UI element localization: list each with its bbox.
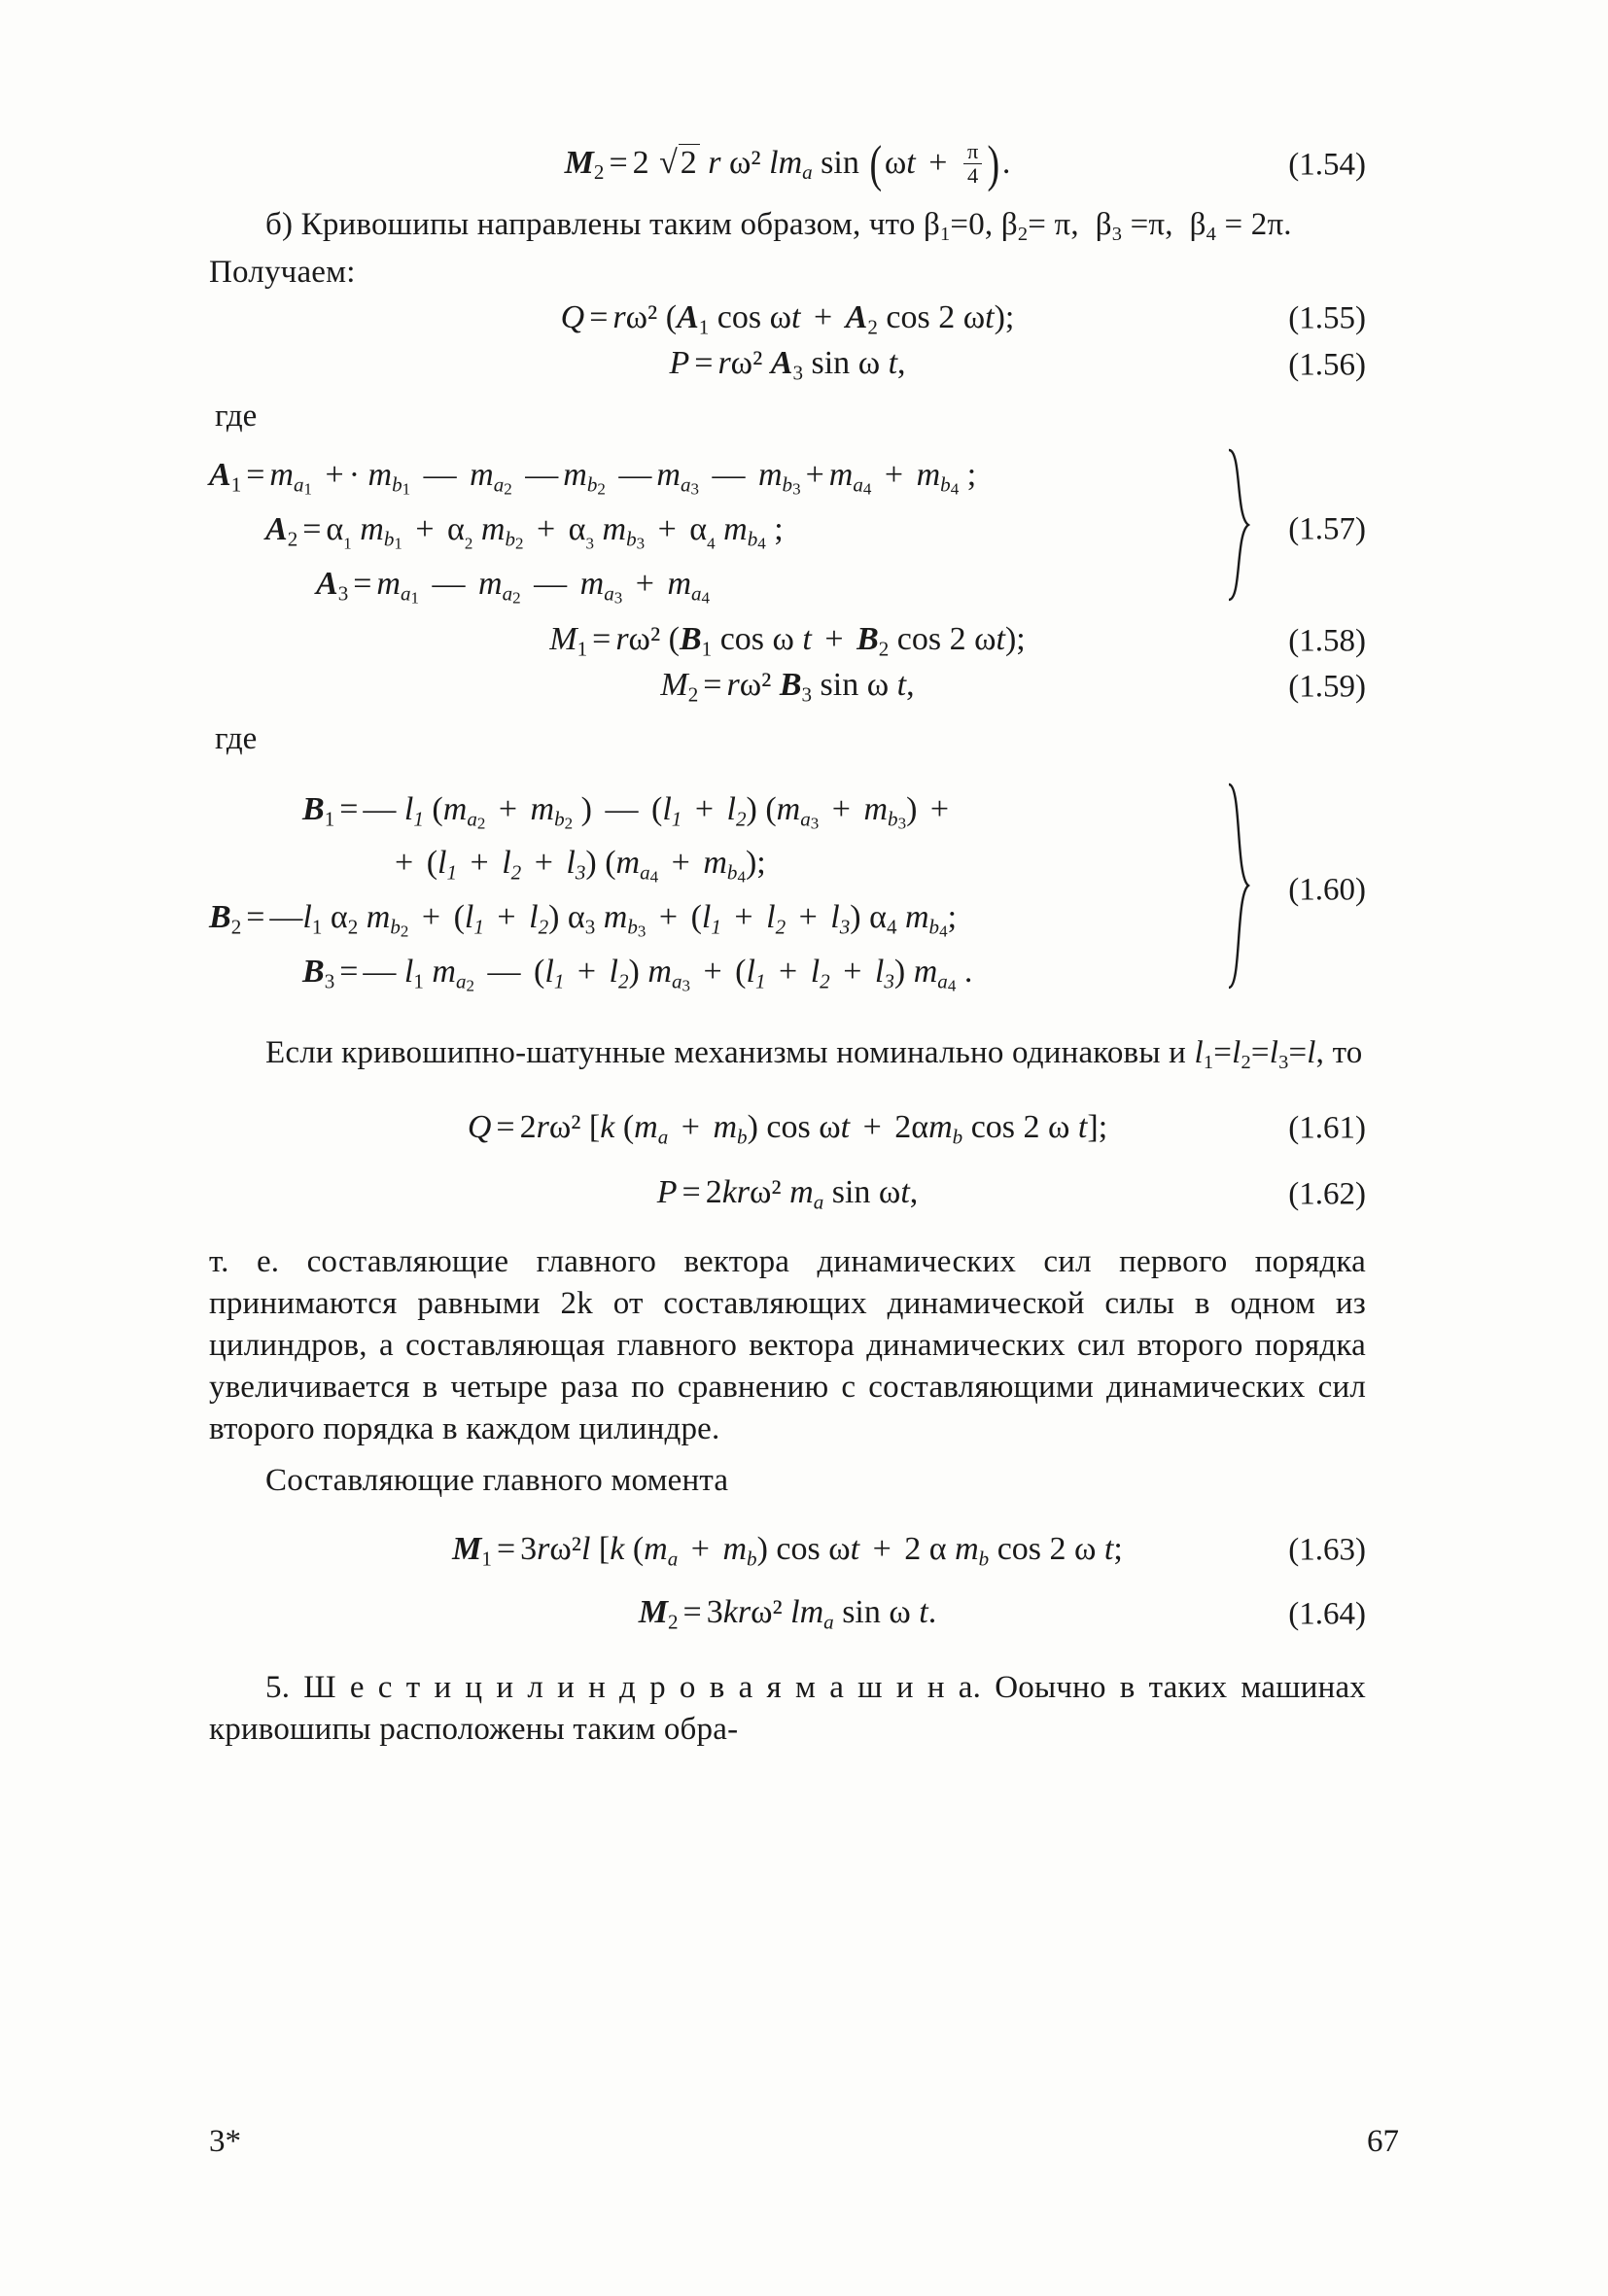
equation-1-63 — [209, 1531, 1366, 1571]
equation-1-61 — [209, 1109, 1366, 1149]
equation-1-54-body: $M_2 = 2$ √2 r ω² $lm_a$ sin (ωt + $\frac{\pi}{4}$ ). — [564, 136, 1011, 193]
equation-1-54 — [209, 136, 1366, 193]
equation-1-57-line-1: $A_1 = m_{a1}$ + · $m_{b1}$ — $m_{a2}$ — $m_{b2}$ — $m_{a3}$ — $m_{b3} + m_{a4} + m_{b4}$ ; — [209, 457, 977, 499]
equation-1-64-body: $M_2 = 3kr\omega^2$ $lm_a$ sin ω t. — [638, 1594, 937, 1634]
equation-1-60-lines — [209, 783, 1366, 1000]
equation-number: (1.58) — [1288, 623, 1366, 659]
equation-1-64 — [209, 1594, 1366, 1634]
equation-number: (1.56) — [1288, 347, 1366, 383]
equation-1-58 — [209, 621, 1366, 661]
equation-1-56-body: P = rω² $A_3$ sin ω t, — [669, 345, 906, 385]
equation-number: (1.62) — [1288, 1176, 1366, 1212]
equation-1-59-body: $M_2 = r\omega^2$ $B_3$ sin ω t, — [660, 667, 915, 707]
equation-1-62-body: P = 2krω² $m_a$ sin ωt, — [656, 1174, 919, 1214]
paragraph-section-5 — [209, 1667, 1366, 1751]
equation-number: (1.63) — [1288, 1532, 1366, 1568]
right-brace-icon — [1226, 783, 1251, 1000]
paragraph-conclusion: т. е. составляющие главного вектора динамических сил первого порядка принимаются равными 2k от составляющих динамической силы в одном из цилиндров, а составляющая главного вектора динамических сил второго порядка увеличивается в четыре раза по сравнению с составляющими динамических сил второго порядка в каждом цилиндре. — [209, 1244, 1366, 1446]
equation-number: (1.61) — [1288, 1110, 1366, 1146]
sqrt-icon: √2 — [657, 144, 700, 182]
equation-number: (1.60) — [1288, 872, 1366, 908]
equation-1-57-line-3: $A_3 = m_{a1}$ — $m_{a2}$ — $m_{a3} + m_{a4}$ — [316, 566, 711, 608]
equation-1-57-lines — [209, 448, 1366, 611]
label-gde-1: где — [215, 399, 258, 435]
right-brace-icon — [1226, 448, 1251, 611]
equation-1-60-line-1: $B_1$ = — $l_1$ ($m_{a2} + m_{b2}$ ) — $(l_1 + l_2) (m_{a3} + m_{b3})$ + — [302, 790, 950, 832]
section-5-heading: 5. Ш е с т и ц и л и н д р о в а я м а ш и н а. — [265, 1670, 982, 1706]
page-content — [209, 126, 1366, 1755]
equation-number: (1.54) — [1288, 147, 1366, 183]
section-5-text: Ооычно в таких машинах кривошипы расположены таким обра- — [209, 1670, 1367, 1748]
equation-1-60-line-3: $B_2$ = $—l_1$ $\alpha_2$ $m_{b2} + (l_1 + l_2)$ $\alpha_3$ $m_{b3} + (l_1 + l_2 + l_3)$ $\alpha_4$ $m_{b4}$; — [209, 899, 958, 941]
page-number: 67 — [1367, 2124, 1399, 2159]
paragraph-case-b: б) Кривошипы направлены таким образом, что $\beta_1=0$, $\beta_2= \pi$, $\beta_3 =\pi$, $\beta_4 = 2\pi$. — [265, 207, 1292, 246]
equation-1-56 — [209, 345, 1366, 385]
paragraph-components-moment: Составляющие главного момента — [265, 1462, 729, 1498]
equation-number: (1.59) — [1288, 669, 1366, 705]
paragraph-if-mechanisms: Если кривошипно-шатунные механизмы номинально одинаковы и $l_1=l_2=l_3=l$, то — [265, 1035, 1363, 1074]
equation-1-62 — [209, 1174, 1366, 1214]
equation-1-63-body: $M_1 = 3r\omega^2l$ [k $(m_a + m_b)$ cos ωt + 2 α $m_b$ cos 2 ω t; — [452, 1530, 1123, 1571]
equation-1-60-line-4: $B_3$ = — $l_1$ $m_{a2}$ — $(l_1 + l_2) m_{a3} + (l_1 + l_2 + l_3)$ $m_{a4}$ . — [302, 954, 973, 995]
equation-system-1-57 — [209, 448, 1366, 611]
page-footer — [209, 2124, 1399, 2160]
equation-1-58-body: $M_1 = r\omega^2$ ($B_1$ cos ω $t + B_2$ cos 2 ωt); — [549, 620, 1026, 661]
label-gde-2: где — [215, 720, 258, 756]
equation-1-61-body: Q = 2rω² [k $(m_a + m_b)$ $\cos \omega t + 2\alpha m_b$ cos 2 ω t]; — [467, 1108, 1108, 1149]
paragraph-poluchaem: Получаем: — [209, 254, 356, 290]
equation-system-1-60 — [209, 783, 1366, 1000]
equation-number: (1.55) — [1288, 300, 1366, 336]
equation-number: (1.57) — [1288, 511, 1366, 547]
equation-1-55 — [209, 299, 1366, 339]
equation-1-57-line-2: $A_2 = \alpha_1$ $m_{b1} + \alpha_2$ $m_{b2} + \alpha_3$ $m_{b3} + \alpha_4$ $m_{b4}$ ; — [265, 511, 784, 553]
equation-1-60-line-2: + $(l_1 + l_2 + l_3) (m_{a4} + m_{b4})$; — [395, 845, 766, 887]
signature-mark: 3* — [209, 2124, 241, 2159]
equation-1-59 — [209, 667, 1366, 707]
equation-number: (1.64) — [1288, 1596, 1366, 1632]
equation-1-55-body: Q = rω² ($A_1$ $\cos \omega t + A_2$ cos 2 ωt); — [560, 298, 1015, 338]
